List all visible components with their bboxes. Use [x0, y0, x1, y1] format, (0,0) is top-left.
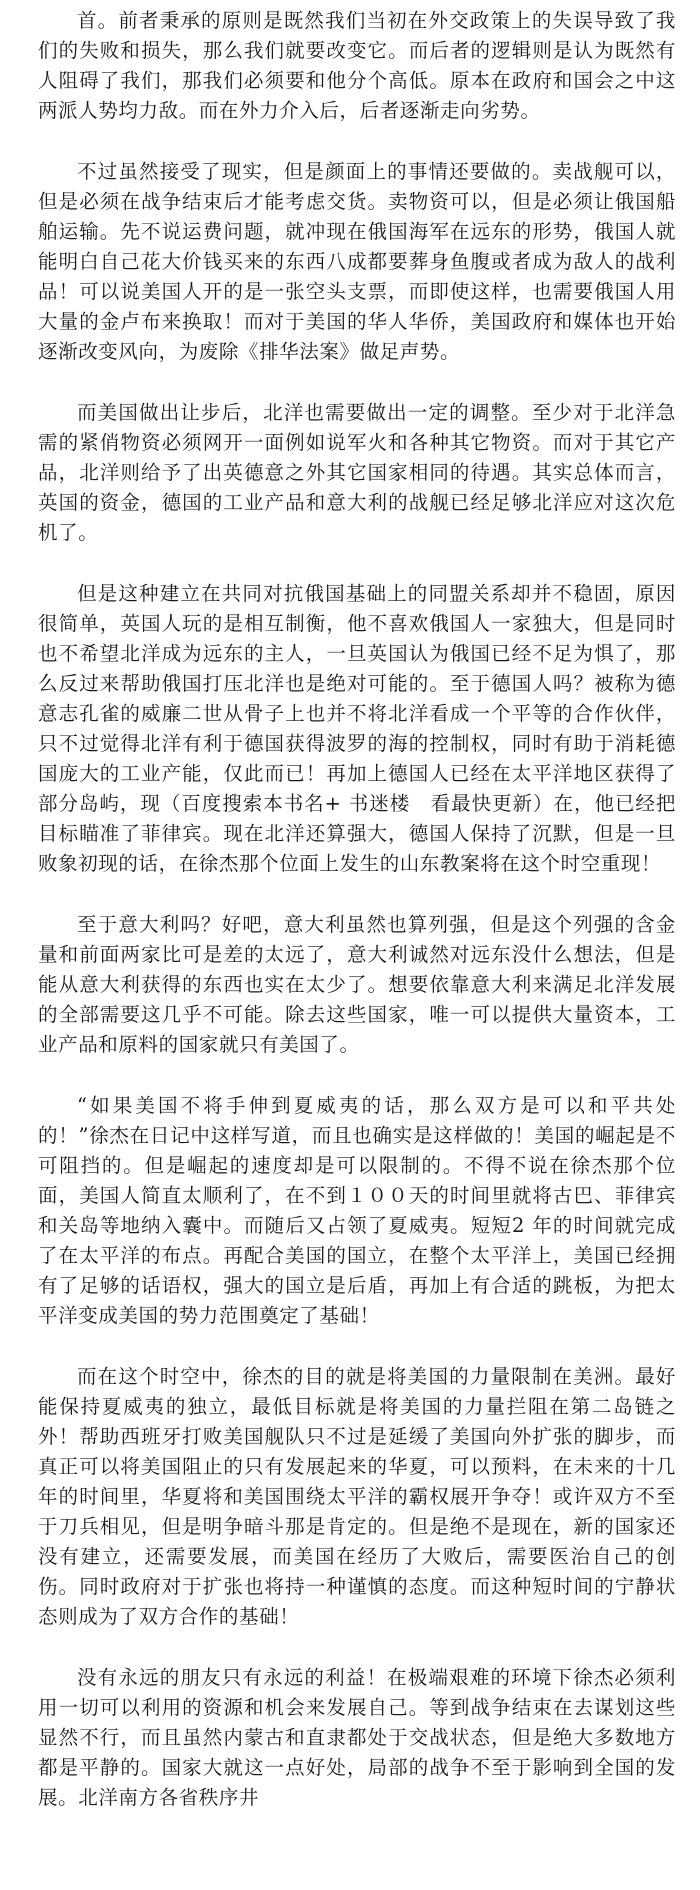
paragraph-8: 没有永远的朋友只有永远的利益！在极端艰难的环境下徐杰必须利用一切可以利用的资源和机会来发展自己。等到战争结束在去谋划这些显然不行，而且虽然内蒙古和直隶都处于交战状态，但是绝大多数地方都是平静的。国家大就这一点好处，局部的战争不至于影响到全国的发展。北洋南方各省秩序井: [38, 1666, 676, 1809]
paragraph-5: 至于意大利吗？好吧，意大利虽然也算列强，但是这个列强的含金量和前面两家比可是差的太远了，意大利诚然对远东没什么想法，但是能从意大利获得的东西也实在太少了。想要依靠意大利来满足北洋发展的全部需要这几乎不可能。除去这些国家，唯一可以提供大量资本，工业产品和原料的国家就只有美国了。: [38, 913, 676, 1056]
paragraph-3: 而美国做出让步后，北洋也需要做出一定的调整。至少对于北洋急需的紧俏物资必须网开一面例如说军火和各种其它物资。而对于其它产品，北洋则给予了出英德意之外其它国家相同的待遇。其实总体而言，英国的资金，德国的工业产品和意大利的战舰已经足够北洋应对这次危机了。: [38, 401, 676, 544]
paragraph-2: 不过虽然接受了现实，但是颜面上的事情还要做的。卖战舰可以，但是必须在战争结束后才能考虑交货。卖物资可以，但是必须让俄国船舶运输。先不说运费问题，就冲现在俄国海军在远东的形势，俄国人就能明白自己花大价钱买来的东西八成都要葬身鱼腹或者成为敌人的战利品！可以说美国人开的是一张空头支票，而即使这样，也需要俄国人用大量的金卢布来换取！而对于美国的华人华侨，美国政府和媒体也开始逐渐改变风向，为废除《排华法案》做足声势。: [38, 160, 676, 363]
paragraph-7: 而在这个时空中，徐杰的目的就是将美国的力量限制在美洲。最好能保持夏威夷的独立，最低目标就是将美国的力量拦阻在第二岛链之外！帮助西班牙打败美国舰队只不过是延缓了美国向外扩张的脚步，而真正可以将美国阻止的只有发展起来的华夏，可以预料，在未来的十几年的时间里，华夏将和美国围绕太平洋的霸权展开争夺！或许双方不至于刀兵相见，但是明争暗斗那是肯定的。但是绝不是现在，新的国家还没有建立，还需要发展，而美国在经历了大败后，需要医治自己的创伤。同时政府对于扩张也将持一种谨慎的态度。而这种短时间的宁静状态则成为了双方合作的基础！: [38, 1365, 676, 1628]
paragraph-4: 但是这种建立在共同对抗俄国基础上的同盟关系却并不稳固，原因很简单，英国人玩的是相互制衡，他不喜欢俄国人一家独大，但是同时也不希望北洋成为远东的主人，一旦英国认为俄国已经不足为惧了，那么反过来帮助俄国打压北洋也是绝对可能的。至于德国人吗？被称为德意志孔雀的威廉二世从骨子上也并不将北洋看成一个平等的合作伙伴，只不过觉得北洋有利于德国获得波罗的海的控制权，同时有助于消耗德国庞大的工业产能，仅此而已！再加上德国人已经在太平洋地区获得了部分岛屿，现（百度搜索本书名+ 书迷楼 看最快更新）在，他已经把目标瞄准了菲律宾。现在北洋还算强大，德国人保持了沉默，但是一旦败象初现的话，在徐杰那个位面上发生的山东教案将在这个时空重现！: [38, 582, 676, 875]
paragraph-6: “如果美国不将手伸到夏威夷的话，那么双方是可以和平共处的！”徐杰在日记中这样写道，而且也确实是这样做的！美国的崛起是不可阻挡的。但是崛起的速度却是可以限制的。不得不说在徐杰那个位面，美国人简直太顺利了，在不到１００天的时间里就将古巴、菲律宾和关岛等地纳入囊中。而随后又占领了夏威夷。短短2 年的时间就完成了在太平洋的布点。再配合美国的国立，在整个太平洋上，美国已经拥有了足够的话语权，强大的国立是后盾，再加上有合适的跳板，为把太平洋变成美国的势力范围奠定了基础！: [38, 1094, 676, 1327]
paragraph-1: 首。前者秉承的原则是既然我们当初在外交政策上的失误导致了我们的失败和损失，那么我们就要改变它。而后者的逻辑则是认为既然有人阻碍了我们，那我们必须要和他分个高低。原本在政府和国会之中这两派人势均力敌。而在外力介入后，后者逐渐走向劣势。: [38, 9, 676, 122]
